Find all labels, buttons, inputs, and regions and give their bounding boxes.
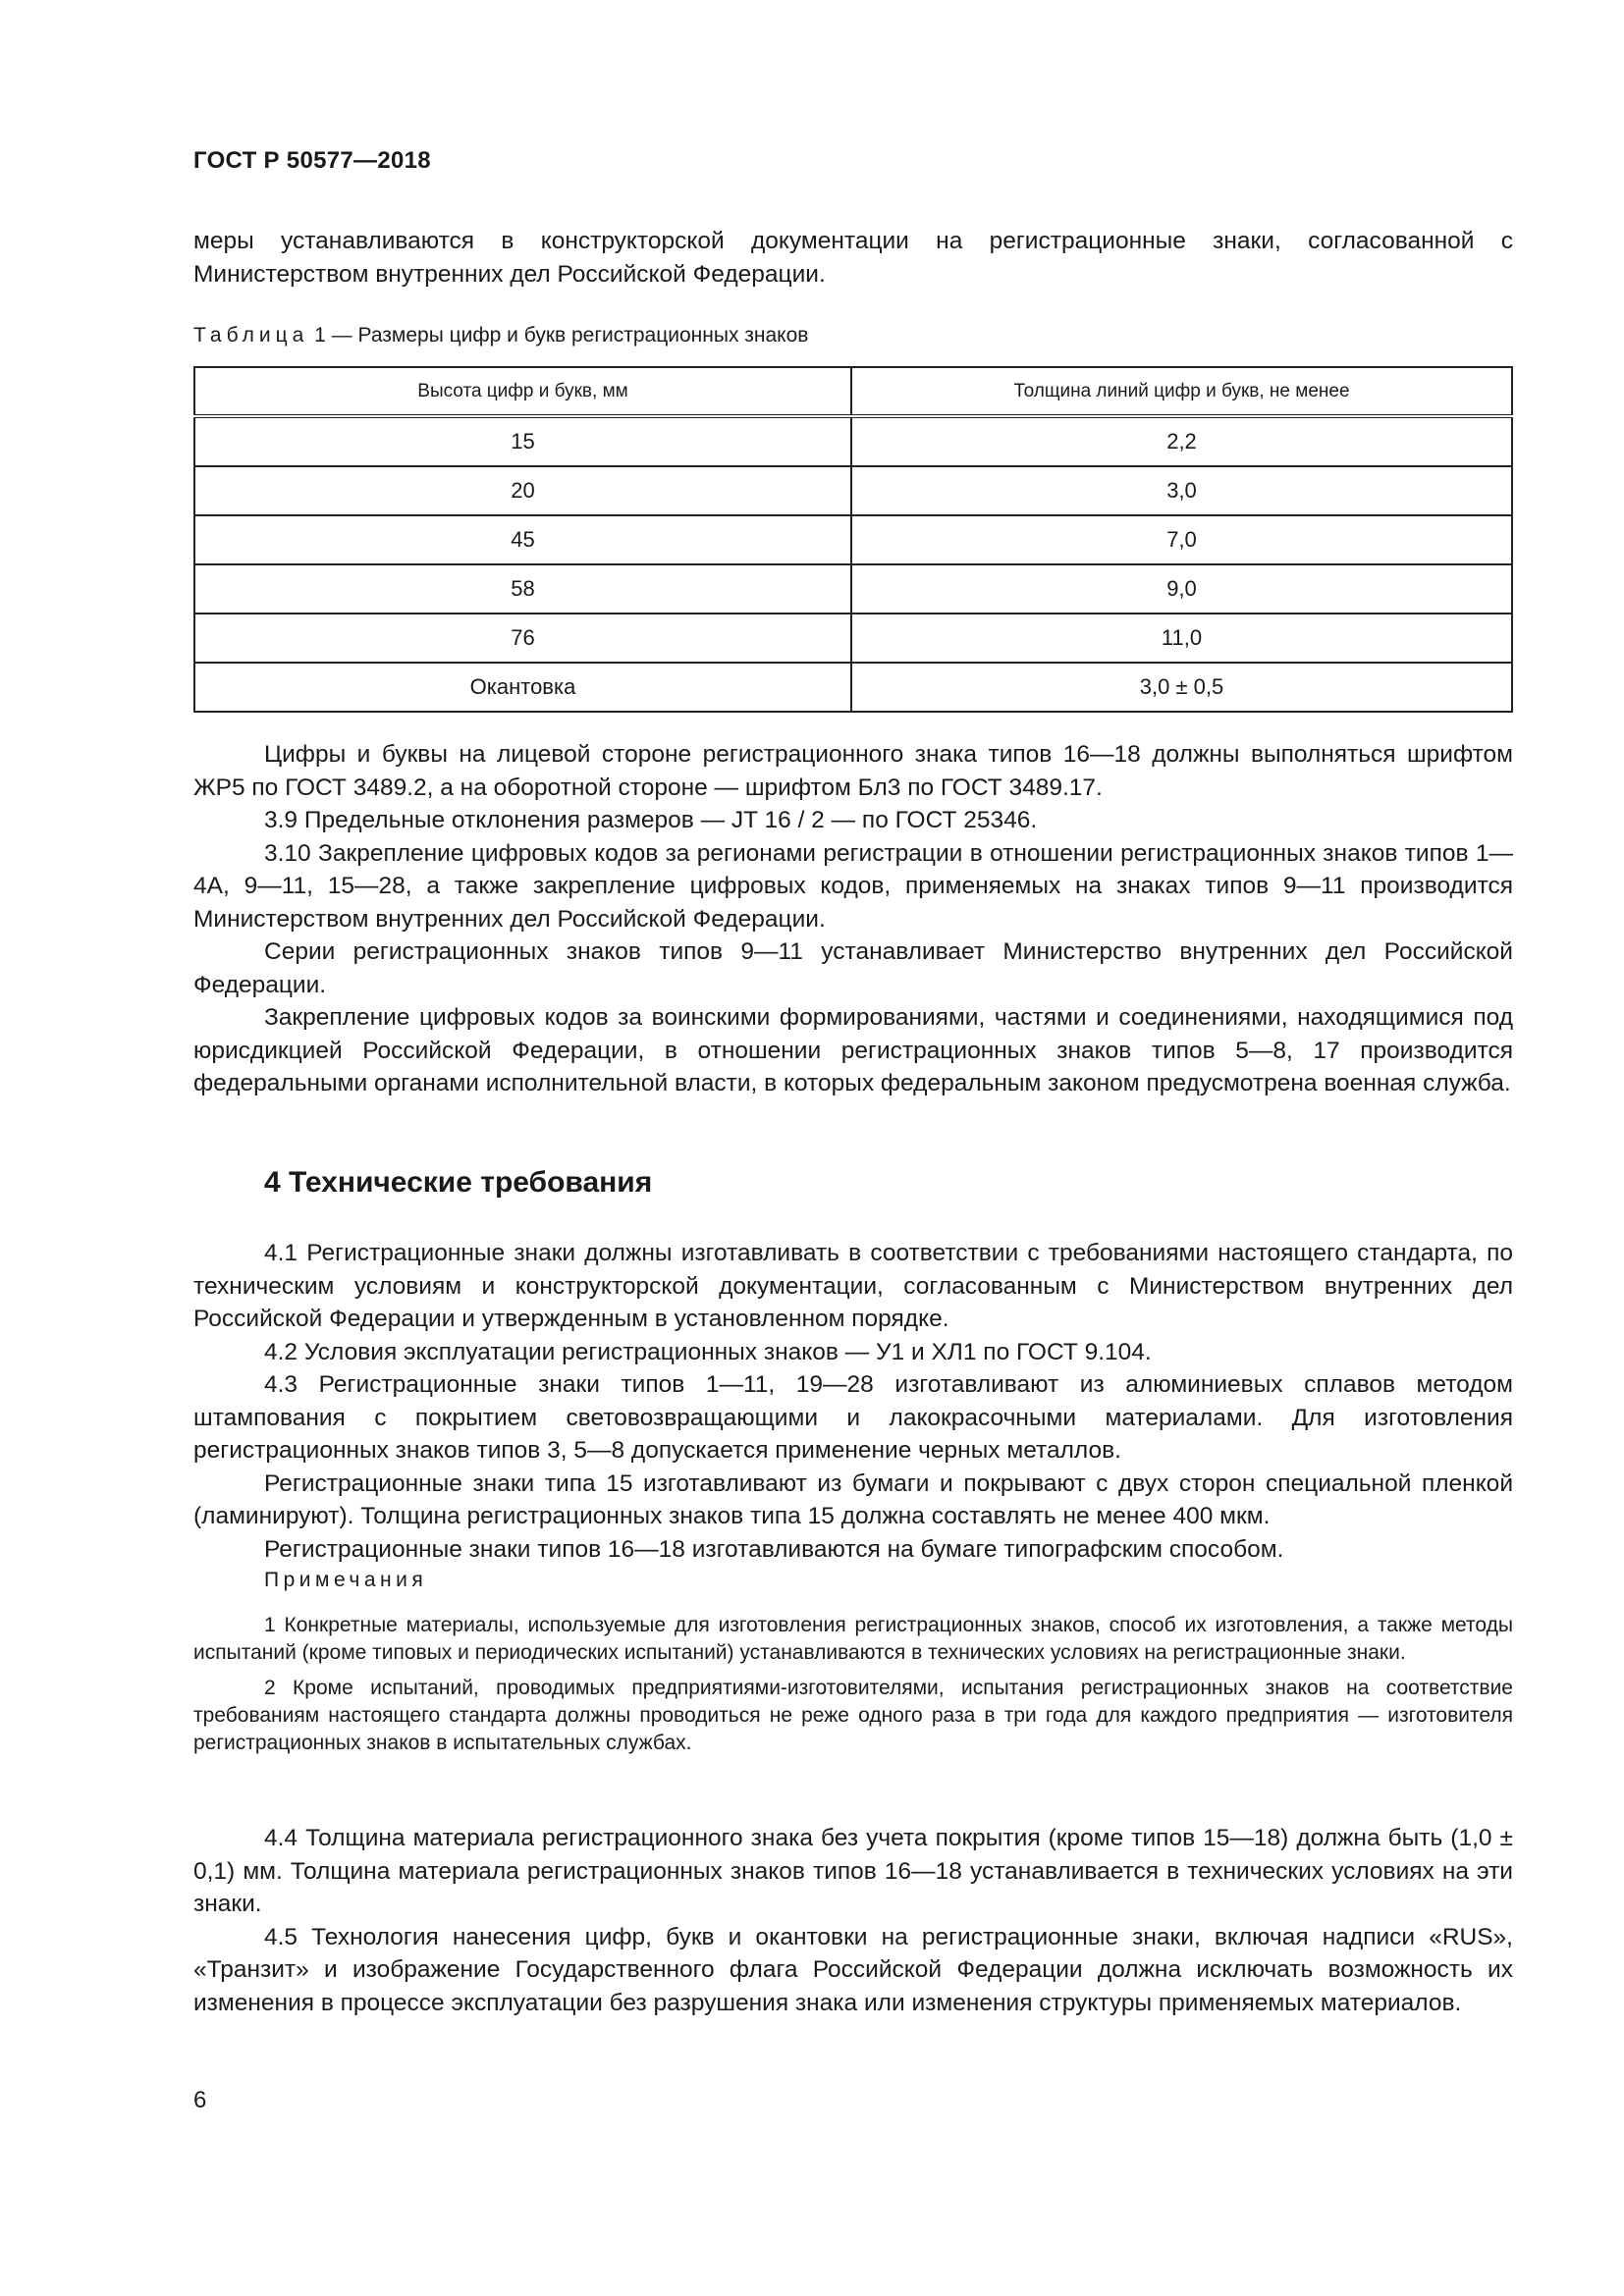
table-row: [194, 416, 1512, 466]
paragraph: 4.5 Технология нанесения цифр, букв и окантовки на регистрационные знаки, включая надписи «RUS», «Транзит» и изображение Государственного флага Российской Федерации должна исключать возможность их изменения в процессе эксплуатации без разрушения знака или изменения структуры применяемых материалов.: [193, 1923, 1513, 2016]
section4-body-continued: [193, 1822, 1513, 2019]
paragraph: Регистрационные знаки типа 15 изготавливают из бумаги и покрывают с двух сторон специальной пленкой (ламинируют). Толщина регистрационных знаков типа 15 должна составлять не менее 400 мкм.: [193, 1469, 1513, 1529]
cell-height: Окантовка: [194, 663, 851, 712]
dimensions-table: [193, 366, 1513, 713]
paragraph: 3.10 Закрепление цифровых кодов за регионами регистрации в отношении регистрационных знаков типов 1—4А, 9—11, 15—28, а также закрепление цифровых кодов, применяемых на знаках типов 9—11 производится Министерством внутренних дел Российской Федерации.: [193, 839, 1513, 933]
paragraph: Регистрационные знаки типов 16—18 изготавливаются на бумаге типографским способом.: [264, 1535, 1284, 1563]
document-id-header: ГОСТ Р 50577—2018: [193, 147, 431, 174]
paragraph: Цифры и буквы на лицевой стороне регистрационного знака типов 16—18 должны выполняться шрифтом ЖР5 по ГОСТ 3489.2, а на оборотной стороне — шрифтом Бл3 по ГОСТ 3489.17.: [193, 741, 1513, 801]
intro-block: [193, 225, 1513, 291]
table-caption: [193, 324, 808, 347]
cell-thickness: 9,0: [851, 564, 1512, 614]
notes-block: [193, 1612, 1513, 1757]
notes-heading: Примечания: [264, 1569, 428, 1591]
cell-thickness: 2,2: [851, 416, 1512, 466]
table-row: [194, 515, 1512, 564]
paragraph: 4.3 Регистрационные знаки типов 1—11, 19—28 изготавливают из алюминиевых сплавов методом штампования с покрытием световозвращающими и лакокрасочными материалами. Для изготовления регистрационных знаков типов 3, 5—8 допускается применение черных металлов.: [193, 1371, 1513, 1464]
cell-height: 76: [194, 614, 851, 663]
paragraph: 4.2 Условия эксплуатации регистрационных знаков — У1 и ХЛ1 по ГОСТ 9.104.: [264, 1338, 1152, 1365]
cell-thickness: 3,0: [851, 466, 1512, 515]
paragraph: Закрепление цифровых кодов за воинскими формированиями, частями и соединениями, находящимися под юрисдикцией Российской Федерации, в отношении регистрационных знаков типов 5—8, 17 производится федеральными органами исполнительной власти, в которых федеральным законом предусмотрена военная служба.: [193, 1004, 1513, 1096]
cell-height: 45: [194, 515, 851, 564]
column-header-height: Высота цифр и букв, мм: [194, 367, 851, 416]
table-row: [194, 663, 1512, 712]
section3-continuation: [193, 738, 1513, 1100]
section4-body: [193, 1237, 1513, 1566]
table-row: [194, 564, 1512, 614]
cell-thickness: 3,0 ± 0,5: [851, 663, 1512, 712]
paragraph: 4.1 Регистрационные знаки должны изготавливать в соответствии с требованиями настоящего стандарта, по техническим условиям и конструкторской документации, согласованным с Министерством внутренних дел Российской Федерации и утвержденным в установленном порядке.: [193, 1240, 1513, 1332]
paragraph: 3.9 Предельные отклонения размеров — JT 16 / 2 — по ГОСТ 25346.: [264, 807, 1038, 833]
note-item: 1 Конкретные материалы, используемые для изготовления регистрационных знаков, способ их изготовления, а также методы испытаний (кроме типовых и периодических испытаний) устанавливаются в технических условиях на регистрационные знаки.: [193, 1614, 1513, 1664]
section-heading: 4 Технические требования: [264, 1166, 653, 1199]
page-number: 6: [193, 2087, 207, 2113]
table-header-row: [194, 367, 1512, 416]
table-row: [194, 466, 1512, 515]
intro-paragraph: меры устанавливаются в конструкторской документации на регистрационные знаки, согласованной с Министерством внутренних дел Российской Федерации.: [193, 228, 1513, 288]
cell-height: 15: [194, 416, 851, 466]
paragraph: 4.4 Толщина материала регистрационного знака без учета покрытия (кроме типов 15—18) должна быть (1,0 ± 0,1) мм. Толщина материала регистрационных знаков типов 16—18 устанавливается в технических условиях на эти знаки.: [193, 1825, 1513, 1917]
table-row: [194, 614, 1512, 663]
note-item: 2 Кроме испытаний, проводимых предприятиями-изготовителями, испытания регистрационных знаков на соответствие требованиям настоящего стандарта должны проводиться не реже одного раза в три года для каждого предприятия — изготовителя регистрационных знаков в испытательных службах.: [193, 1677, 1513, 1754]
column-header-thickness: Толщина линий цифр и букв, не менее: [851, 367, 1512, 416]
paragraph: Серии регистрационных знаков типов 9—11 устанавливает Министерство внутренних дел Российской Федерации.: [193, 938, 1513, 998]
table-caption-text: 1 — Размеры цифр и букв регистрационных знаков: [308, 324, 809, 347]
cell-height: 20: [194, 466, 851, 515]
cell-height: 58: [194, 564, 851, 614]
cell-thickness: 7,0: [851, 515, 1512, 564]
cell-thickness: 11,0: [851, 614, 1512, 663]
table-caption-prefix: Таблица: [193, 324, 309, 347]
